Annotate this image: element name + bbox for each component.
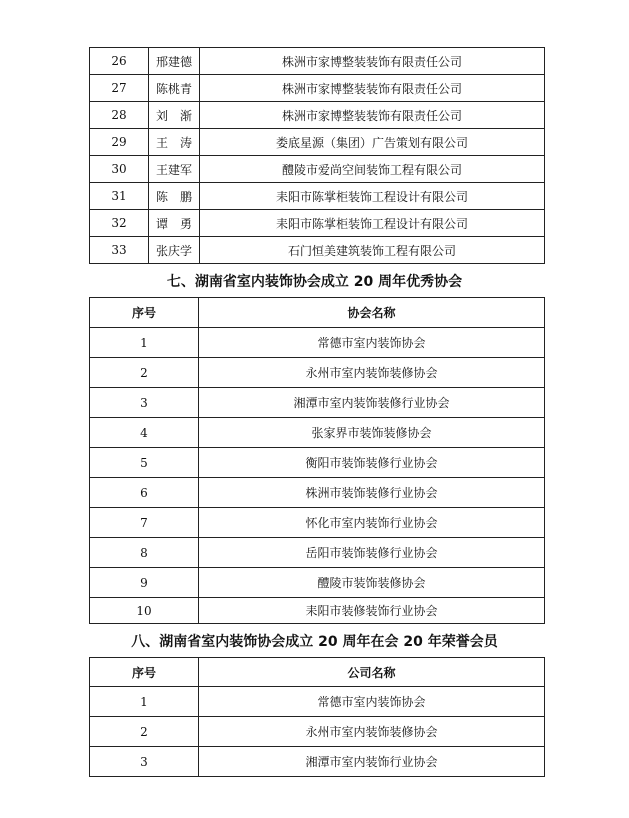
table-row — [90, 687, 545, 717]
row-number: 3 — [90, 388, 199, 418]
column-header-number: 序号 — [90, 658, 199, 687]
row-number: 2 — [90, 717, 199, 747]
table-row — [90, 48, 545, 75]
row-number: 1 — [90, 328, 199, 358]
table-row — [90, 418, 545, 448]
company-name: 耒阳市陈掌柜装饰工程设计有限公司 — [200, 183, 545, 210]
table-row — [90, 210, 545, 237]
row-number: 33 — [90, 237, 149, 264]
table-row — [90, 237, 545, 264]
company-name: 株洲市家博整装装饰有限责任公司 — [200, 48, 545, 75]
association-name: 株洲市装饰装修行业协会 — [199, 478, 545, 508]
table-row — [90, 478, 545, 508]
row-number: 28 — [90, 102, 149, 129]
column-header-company-name: 公司名称 — [199, 658, 545, 687]
row-number: 3 — [90, 747, 199, 777]
column-header-association-name: 协会名称 — [199, 298, 545, 328]
association-name: 永州市室内装饰装修协会 — [199, 358, 545, 388]
company-name: 石门恒美建筑装饰工程有限公司 — [200, 237, 545, 264]
row-number: 10 — [90, 598, 199, 624]
association-name: 张家界市装饰装修协会 — [199, 418, 545, 448]
table-row — [90, 388, 545, 418]
award-list-table — [89, 47, 545, 264]
member-name: 湘潭市室内装饰行业协会 — [199, 747, 545, 777]
table-row — [90, 448, 545, 478]
member-name: 常德市室内装饰协会 — [199, 687, 545, 717]
person-name: 谭 勇 — [149, 210, 200, 237]
company-name: 醴陵市爱尚空间装饰工程有限公司 — [200, 156, 545, 183]
section-title-honorary-members: 八、湖南省室内装饰协会成立 20 周年在会 20 年荣誉会员 — [131, 634, 498, 650]
person-name: 邢建德 — [149, 48, 200, 75]
person-name: 王建军 — [149, 156, 200, 183]
person-name: 刘 渐 — [149, 102, 200, 129]
association-name: 岳阳市装饰装修行业协会 — [199, 538, 545, 568]
association-name: 湘潭市室内装饰装修行业协会 — [199, 388, 545, 418]
table-row — [90, 747, 545, 777]
table-row — [90, 598, 545, 624]
person-name: 王 涛 — [149, 129, 200, 156]
person-name: 张庆学 — [149, 237, 200, 264]
table-row — [90, 156, 545, 183]
table-row — [90, 183, 545, 210]
table-row — [90, 568, 545, 598]
company-name: 株洲市家博整装装饰有限责任公司 — [200, 102, 545, 129]
table-row — [90, 717, 545, 747]
row-number: 32 — [90, 210, 149, 237]
person-name: 陈 鹏 — [149, 183, 200, 210]
association-name: 常德市室内装饰协会 — [199, 328, 545, 358]
excellent-associations-table — [89, 297, 545, 624]
table-header-row — [90, 298, 545, 328]
row-number: 5 — [90, 448, 199, 478]
honorary-members-table — [89, 657, 545, 777]
table-row — [90, 358, 545, 388]
table-row — [90, 102, 545, 129]
row-number: 29 — [90, 129, 149, 156]
table-row — [90, 508, 545, 538]
company-name: 娄底星源（集团）广告策划有限公司 — [200, 129, 545, 156]
row-number: 9 — [90, 568, 199, 598]
table-header-row — [90, 658, 545, 687]
company-name: 耒阳市陈掌柜装饰工程设计有限公司 — [200, 210, 545, 237]
member-name: 永州市室内装饰装修协会 — [199, 717, 545, 747]
row-number: 26 — [90, 48, 149, 75]
table-row — [90, 75, 545, 102]
table-row — [90, 538, 545, 568]
row-number: 2 — [90, 358, 199, 388]
row-number: 27 — [90, 75, 149, 102]
row-number: 8 — [90, 538, 199, 568]
association-name: 耒阳市装修装饰行业协会 — [199, 598, 545, 624]
row-number: 31 — [90, 183, 149, 210]
column-header-number: 序号 — [90, 298, 199, 328]
row-number: 4 — [90, 418, 199, 448]
association-name: 衡阳市装饰装修行业协会 — [199, 448, 545, 478]
person-name: 陈桃青 — [149, 75, 200, 102]
row-number: 6 — [90, 478, 199, 508]
association-name: 醴陵市装饰装修协会 — [199, 568, 545, 598]
table-row — [90, 328, 545, 358]
row-number: 7 — [90, 508, 199, 538]
company-name: 株洲市家博整装装饰有限责任公司 — [200, 75, 545, 102]
association-name: 怀化市室内装饰行业协会 — [199, 508, 545, 538]
section-title-excellent-associations: 七、湖南省室内装饰协会成立 20 周年优秀协会 — [166, 274, 463, 290]
row-number: 30 — [90, 156, 149, 183]
table-row — [90, 129, 545, 156]
row-number: 1 — [90, 687, 199, 717]
